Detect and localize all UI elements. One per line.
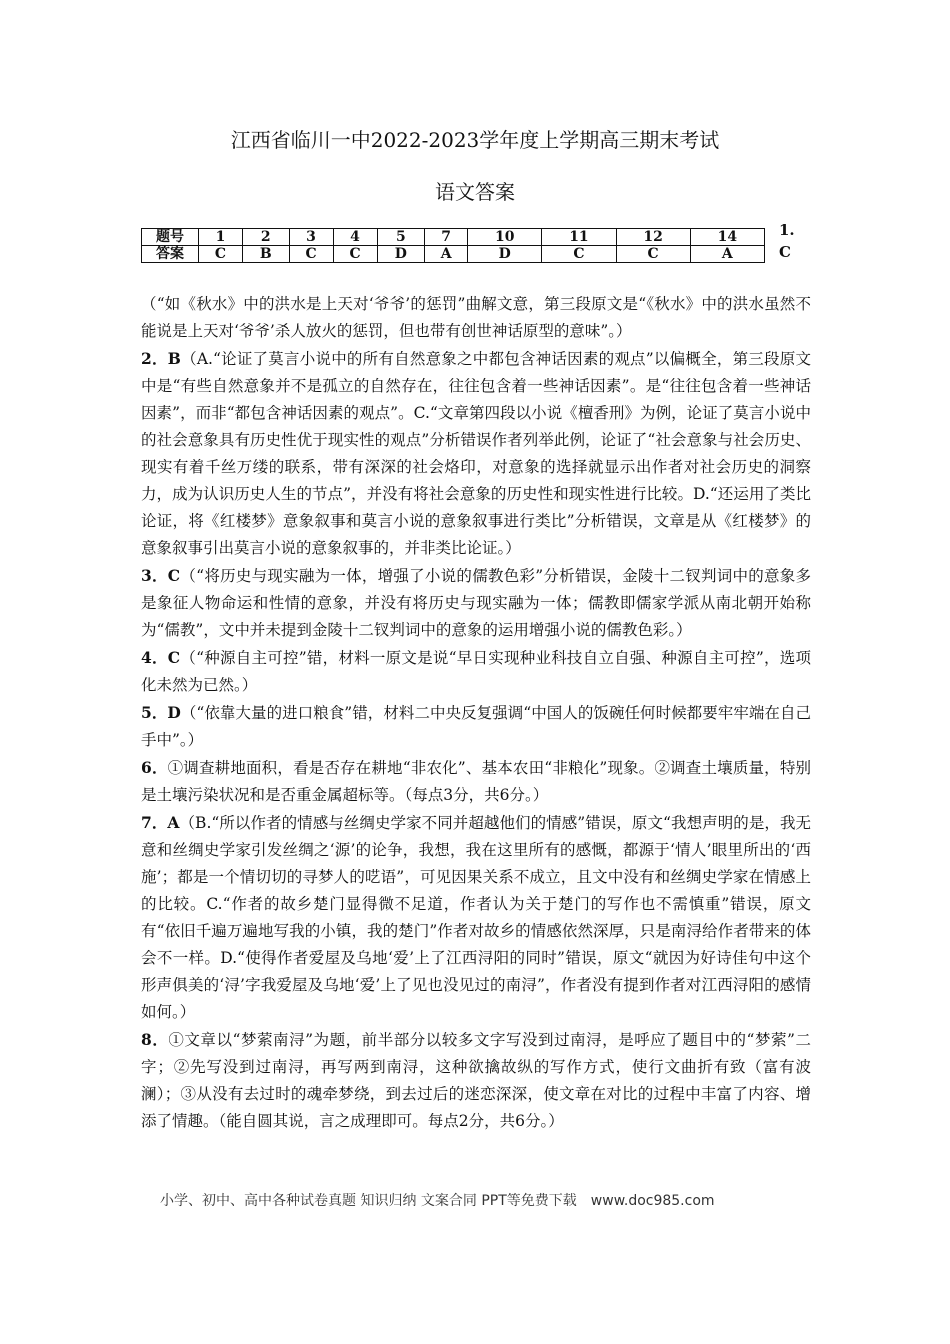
page-footer — [160, 1190, 860, 1212]
explanation-text: ①调查耕地面积，看是否存在耕地“非农化”、基本农田“非粮化”现象。②调查土壤质量，特别是土壤污染状况和是否重金属超标等。（每点3分，共6分。） — [141, 759, 811, 804]
question-number: 3 — [289, 229, 333, 246]
explanation-item — [141, 644, 811, 699]
question-1-label — [779, 219, 803, 263]
question-number: 2 — [243, 229, 290, 246]
explanation-item — [141, 1026, 811, 1135]
explanation-item — [141, 754, 811, 809]
answer-table-row-answers — [142, 246, 765, 263]
question-1-answer: C — [779, 243, 791, 261]
answer-cell: C — [333, 246, 377, 263]
answer-cell: C — [616, 246, 690, 263]
explanation-number: 6． — [141, 758, 168, 777]
explanation-text: （“依靠大量的进口粮食”错，材料二中央反复强调“中国人的饭碗任何时候都要牢牢端在自己手中”。） — [141, 704, 811, 749]
question-1-number: 1. — [779, 221, 795, 239]
question-number: 4 — [333, 229, 377, 246]
answer-cell: C — [199, 246, 243, 263]
question-number: 5 — [377, 229, 425, 246]
explanation-text: （B.“所以作者的情感与丝绸史学家不同并超越他们的情感”错误，原文“我想声明的是，我无意和丝绸史学家引发丝绸之‘源’的论争，我想，我在这里所有的感慨，都源于‘情人’眼里所出的‘西施’；都是一个情切切的寻梦人的呓语”，可见因果关系不成立，且文中没有和丝绸史学家在情感上的比较。C.“作者的故乡楚门显得微不足道，作者认为关于楚门的写作也不需慎重”错误，原文有“依旧千遍万遍地写我的小镇，我的楚门”作者对故乡的情感依然深厚，只是南浔给作者带来的体会不一样。D.“使得作者爱屋及乌地‘爱’上了江西浔阳的同时”错误，原文“就因为好诗佳句中这个形声俱美的‘浔’字我爱屋及乌地‘爱’上了见也没见过的南浔”，作者没有提到作者对江西浔阳的感情如何。） — [141, 814, 812, 1021]
document-title: 江西省临川一中2022-2023学年度上学期高三期末考试 — [230, 128, 720, 152]
answer-cell: C — [289, 246, 333, 263]
row-label-number: 题号 — [142, 229, 199, 246]
answer-cell: B — [243, 246, 290, 263]
explanations — [141, 290, 811, 1135]
question-number: 12 — [616, 229, 690, 246]
answer-cell: D — [377, 246, 425, 263]
explanation-text: （“如《秋水》中的洪水是上天对‘爷爷’的惩罚”曲解文意，第三段原文是“《秋水》中的洪水虽然不能说是上天对‘爷爷’杀人放火的惩罚，但也带有创世神话原型的意味”。） — [141, 295, 811, 340]
footer-text: 小学、初中、高中各种试卷真题 知识归纳 文案合同 PPT等免费下载 — [160, 1193, 577, 1209]
explanation-number: 5．D — [141, 703, 181, 722]
explanation-number: 3．C — [141, 566, 181, 585]
question-number: 11 — [542, 229, 616, 246]
explanation-text: （A.“论证了莫言小说中的所有自然意象之中都包含神话因素的观点”以偏概全，第三段原文中是“有些自然意象并不是孤立的自然存在，往往包含着一些神话因素”。是“往往包含着一些神话因素”，而非“都包含神话因素的观点”。C.“文章第四段以小说《檀香刑》为例，论证了莫言小说中的社会意象具有历史性优于现实性的观点”分析错误作者列举此例，论证了“社会意象与社会历史、现实有着千丝万缕的联系，带有深深的社会烙印，对意象的选择就显示出作者对社会历史的洞察力，成为认识历史人生的节点”，并没有将社会意象的历史性和现实性进行比较。D.“还运用了类比论证，将《红楼梦》意象叙事和莫言小说的意象叙事进行类比”分析错误，文章是从《红楼梦》的意象叙事引出莫言小说的意象叙事的，并非类比论证。） — [141, 350, 811, 557]
explanation-number: 8． — [141, 1030, 169, 1049]
explanation-number: 2．B — [141, 349, 181, 368]
explanation-item — [141, 699, 811, 754]
explanation-text: （“种源自主可控”错，材料一原文是说“早日实现种业科技自立自强、种源自主可控”，选项化未然为已然。） — [141, 649, 811, 694]
answer-cell: A — [690, 246, 764, 263]
explanation-item — [141, 809, 811, 1026]
answer-cell: D — [468, 246, 542, 263]
question-number: 14 — [690, 229, 764, 246]
document-subtitle: 语文答案 — [435, 180, 515, 204]
question-number: 10 — [468, 229, 542, 246]
explanation-item — [141, 345, 811, 562]
answer-cell: C — [542, 246, 616, 263]
footer-url[interactable]: www.doc985.com — [590, 1193, 715, 1209]
explanation-number: 7．A — [141, 813, 180, 832]
answer-cell: A — [425, 246, 468, 263]
explanation-text: （“将历史与现实融为一体，增强了小说的儒教色彩”分析错误，金陵十二钗判词中的意象多是象征人物命运和性情的意象，并没有将历史与现实融为一体；儒教即儒家学派从南北朝开始称为“儒教”，文中并未提到金陵十二钗判词中的意象的运用增强小说的儒教色彩。） — [141, 567, 811, 639]
explanation-text: ①文章以“梦萦南浔”为题，前半部分以较多文字写没到过南浔，是呼应了题目中的“梦萦”二字；②先写没到过南浔，再写两到南浔，这种欲擒故纵的写作方式，使行文曲折有致（富有波澜）；③从没有去过时的魂牵梦绕，到去过后的迷恋深深，使文章在对比的过程中丰富了内容、增添了情趣。（能自圆其说，言之成理即可。每点2分，共6分。） — [141, 1031, 811, 1130]
question-number: 1 — [199, 229, 243, 246]
explanation-number: 4．C — [141, 648, 181, 667]
answer-table — [141, 228, 765, 263]
row-label-answer: 答案 — [142, 246, 199, 263]
explanation-item — [141, 290, 811, 345]
answer-table-row-numbers — [142, 229, 765, 246]
explanation-item — [141, 562, 811, 644]
question-number: 7 — [425, 229, 468, 246]
